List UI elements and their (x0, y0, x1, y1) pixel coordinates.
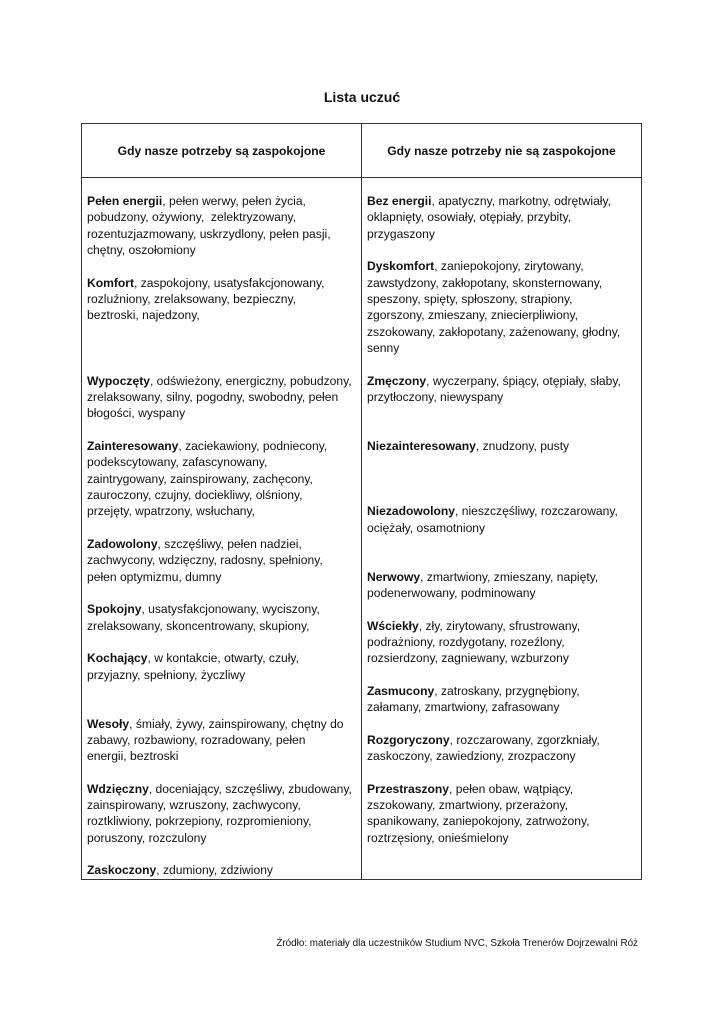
feeling-description: , znudzony, pusty (475, 438, 570, 453)
feeling-term: Zaskoczony (87, 863, 157, 878)
feeling-entry (87, 536, 359, 585)
feeling-entry (87, 716, 359, 765)
feeling-description: , apatyczny, markotny, odrętwiały, oklapnięty, osowiały, otępiały, przybity, przygaszony (367, 194, 611, 241)
feeling-term: Przestraszony (367, 781, 450, 796)
feeling-term: Kochający (87, 651, 148, 666)
feeling-term: Wdzięczny (87, 781, 149, 796)
feeling-term: Spokojny (87, 602, 142, 617)
source-note: Źródło: materiały dla uczestników Studium NVC, Szkoła Trenerów Dojrzewalni Róż (276, 938, 638, 949)
feeling-term: Zainteresowany (87, 438, 179, 453)
feeling-term: Zadowolony (87, 536, 158, 551)
feeling-term: Zasmucony (367, 683, 435, 698)
feeling-entry (87, 373, 359, 422)
feeling-description: , rozczarowany, zgorzkniały, zaskoczony, zawiedziony, zrozpaczony (367, 732, 600, 764)
feeling-description: , zatroskany, przygnębiony, załamany, zmartwiony, zafrasowany (367, 683, 580, 715)
feeling-description: , śmiały, żywy, zainspirowany, chętny do zabawy, rozbawiony, rozradowany, pełen energii, beztroski (87, 716, 344, 764)
header-divider (82, 177, 641, 178)
feeling-description: , zły, zirytowany, sfrustrowany, podrażniony, rozdygotany, rozeźlony, rozsierdzony, zagniewany, wzburzony (367, 618, 581, 666)
feeling-entry (367, 193, 635, 242)
feeling-description: , pełen werwy, pełen życia, pobudzony, ożywiony, zelektryzowany, rozentuzjazmowany, uskrzydlony, pełen pasji, chętny, oszołomiony (87, 194, 331, 257)
feeling-description: , odświeżony, energiczny, pobudzony, zrelaksowany, silny, pogodny, swobodny, pełen błogości, wyspany (87, 373, 352, 421)
feeling-description: , nieszczęśliwy, rozczarowany, ociężały, osamotniony (367, 504, 618, 535)
needs-met-column (87, 193, 359, 879)
feeling-entry (367, 503, 635, 536)
feeling-description: , w kontakcie, otwarty, czuły, przyjazny, spełniony, życzliwy (87, 651, 299, 682)
feeling-entry (87, 193, 359, 258)
feeling-description: , doceniający, szczęśliwy, zbudowany, zainspirowany, wzruszony, zachwycony, roztkliwiony, pokrzepiony, rozpromieniony, poruszony, rozczulony (87, 781, 352, 845)
feeling-entry (367, 258, 635, 356)
feeling-entry (367, 683, 635, 716)
feeling-entry (367, 732, 635, 765)
feeling-term: Niezadowolony (367, 504, 456, 519)
feeling-entry (367, 569, 635, 602)
feeling-description: , pełen obaw, wątpiący, zszokowany, zmartwiony, przerażony, spanikowany, zaniepokojony, zatrwożony, roztrzęsiony, onieśmielony (367, 781, 590, 845)
feeling-entry (367, 438, 635, 454)
feeling-entry (87, 862, 359, 878)
feeling-entry (87, 781, 359, 846)
feeling-description: , zaniepokojony, zirytowany, zawstydzony, zakłopotany, skonsternowany, speszony, spięty, spłoszony, strapiony, zgorszony, zmieszany, zniecierpliwiony, zszokowany, zakłopotany, zażenowany, głodny, senny (367, 259, 621, 355)
feeling-description: , zdumiony, zdziwiony (156, 863, 273, 878)
feeling-term: Pełen energii (87, 194, 163, 208)
feeling-entry (87, 650, 359, 683)
page-title: Lista uczuć (323, 89, 401, 105)
feeling-entry (87, 601, 359, 634)
feeling-term: Bez energii (367, 194, 432, 208)
feeling-term: Wypoczęty (87, 373, 150, 388)
column-divider (361, 124, 362, 879)
feeling-entry (367, 373, 635, 406)
feeling-description: , szczęśliwy, pełen nadziei, zachwycony, wdzięczny, radosny, spełniony, pełen optymizmu, dumny (87, 536, 323, 584)
feeling-description: , usatysfakcjonowany, wyciszony, zrelaksowany, skoncentrowany, skupiony, (87, 602, 320, 633)
feelings-table (81, 123, 642, 880)
needs-unmet-column (367, 193, 635, 846)
feeling-term: Komfort (87, 275, 135, 290)
feeling-term: Wściekły (367, 618, 419, 633)
feeling-entry (367, 781, 635, 846)
feeling-term: Niezainteresowany (367, 438, 476, 453)
feeling-description: , wyczerpany, śpiący, otępiały, słaby, przytłoczony, niewyspany (367, 373, 621, 404)
feeling-entry (87, 275, 359, 324)
feeling-term: Wesoły (87, 716, 130, 731)
feeling-description: , zaciekawiony, podniecony, podekscytowany, zafascynowany, zaintrygowany, zainspirowany, zachęcony, zauroczony, czujny, dociekliwy, olśniony, przejęty, wpatrzony, wsłuchany, (87, 438, 328, 519)
feeling-term: Rozgoryczony (367, 732, 450, 747)
header-needs-unmet: Gdy nasze potrzeby nie są zaspokojone (387, 143, 616, 158)
feeling-description: , zaspokojony, usatysfakcjonowany, rozluźniony, zrelaksowany, bezpieczny, beztroski, najedzony, (87, 275, 325, 323)
feeling-entry (87, 438, 359, 520)
feeling-term: Zmęczony (367, 373, 427, 388)
feeling-entry (367, 618, 635, 667)
feeling-term: Dyskomfort (367, 259, 435, 274)
feeling-term: Nerwowy (367, 569, 421, 584)
feeling-description: , zmartwiony, zmieszany, napięty, podenerwowany, podminowany (367, 569, 599, 600)
header-needs-met: Gdy nasze potrzeby są zaspokojone (117, 143, 326, 158)
